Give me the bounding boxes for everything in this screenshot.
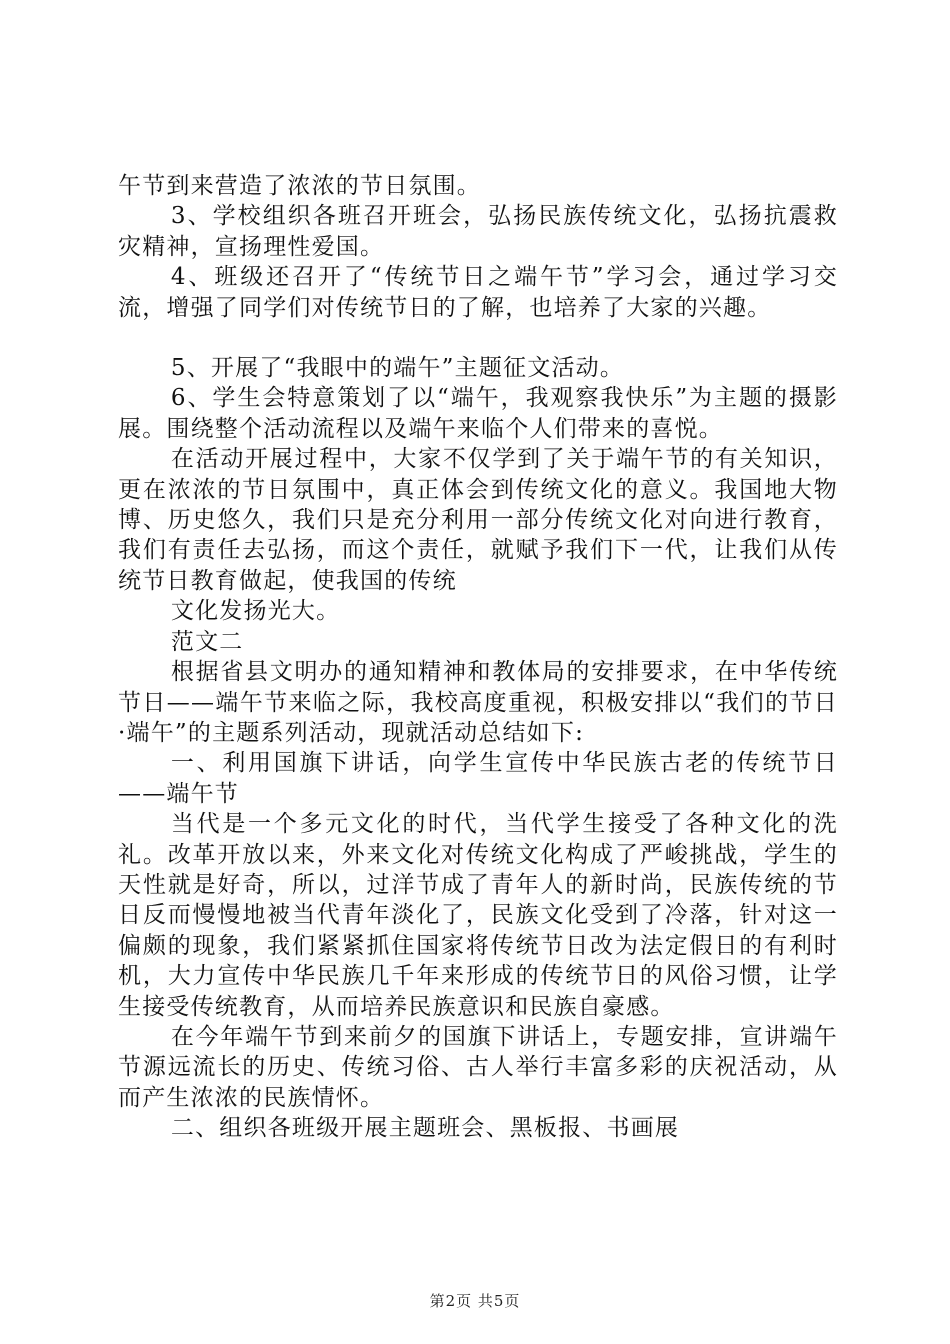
section-heading: 一、利用国旗下讲话，向学生宣传中华民族古老的传统节日——端午节	[118, 750, 838, 807]
paragraph: 3、学校组织各班召开班会，弘扬民族传统文化，弘扬抗震救灾精神，宣扬理性爱国。	[118, 203, 838, 260]
paragraph: 在今年端午节到来前夕的国旗下讲话上，专题安排，宣讲端午节源远流长的历史、传统习俗、古人举行丰富多彩的庆祝活动，从而产生浓浓的民族情怀。	[118, 1023, 838, 1111]
paragraph: 根据省县文明办的通知精神和教体局的安排要求，在中华传统节日——端午节来临之际，我校高度重视，积极安排以“我们的节日·端午”的主题系列活动，现就活动总结如下:	[118, 659, 838, 746]
section-heading: 范文二	[170, 628, 244, 655]
paragraph: 文化发扬光大。	[170, 598, 341, 625]
paragraph: 4、班级还召开了“传统节日之端午节”学习会，通过学习交流，增强了同学们对传统节日的了解，也培养了大家的兴趣。	[118, 264, 838, 321]
document-body	[118, 171, 838, 1144]
paragraph-gap	[118, 323, 838, 353]
paragraph: 6、学生会特意策划了以“端午，我观察我快乐”为主题的摄影展。围绕整个活动流程以及端午来临个人们带来的喜悦。	[118, 385, 838, 442]
section-heading: 二、组织各班级开展主题班会、黑板报、书画展	[170, 1115, 680, 1142]
paragraph: 5、开展了“我眼中的端午”主题征文活动。	[170, 355, 625, 382]
paragraph: 当代是一个多元文化的时代，当代学生接受了各种文化的洗礼。改革开放以来，外来文化对传统文化构成了严峻挑战，学生的天性就是好奇，所以，过洋节成了青年人的新时尚，民族传统的节日反而慢慢地被当代青年淡化了，民族文化受到了冷落，针对这一偏颇的现象，我们紧紧抓住国家将传统节日改为法定假日的有利时机，大力宣传中华民族几千年来形成的传统节日的风俗习惯，让学生接受传统教育，从而培养民族意识和民族自豪感。	[118, 811, 838, 1020]
paragraph: 在活动开展过程中，大家不仅学到了关于端午节的有关知识，更在浓浓的节日氛围中，真正体会到传统文化的意义。我国地大物博、历史悠久，我们只是充分利用一部分传统文化对向进行教育，我们有责任去弘扬，而这个责任，就赋予我们下一代，让我们从传统节日教育做起，使我国的传统	[118, 446, 838, 594]
paragraph: 午节到来营造了浓浓的节日氛围。	[118, 173, 481, 199]
page-number-footer: 第2页 共5页	[429, 1292, 521, 1310]
